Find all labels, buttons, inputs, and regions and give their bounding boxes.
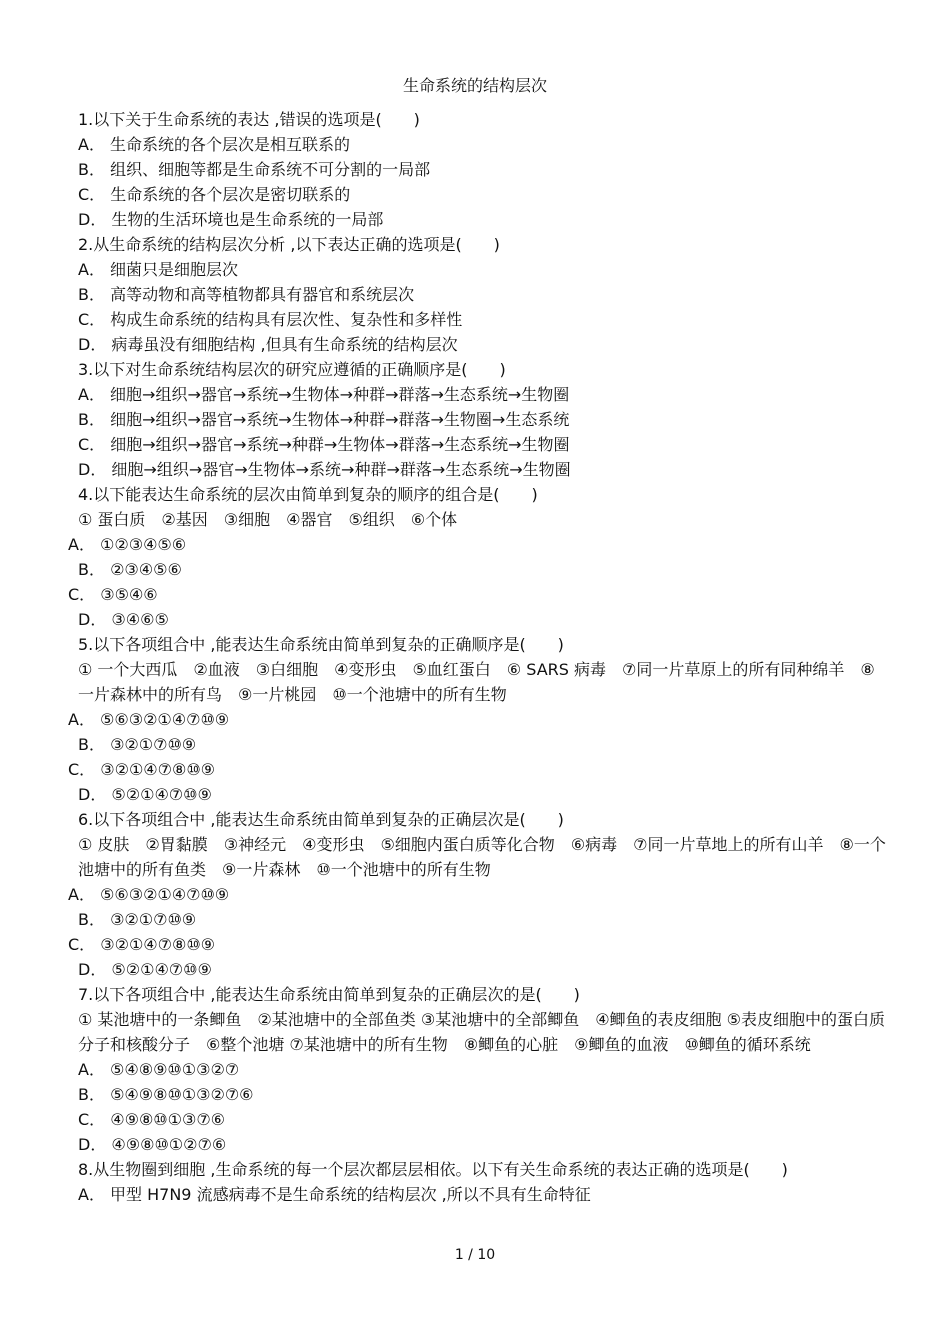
text-line: ① 蛋白质 ②基因 ③细胞 ④器官 ⑤组织 ⑥个体: [78, 510, 458, 529]
page-title: 生命系统的结构层次: [402, 76, 547, 95]
question-list: [68, 107, 888, 1207]
page-number: 1 / 10: [454, 1247, 496, 1263]
text-line: ① 某池塘中的一条鲫鱼 ②某池塘中的全部鱼类 ③某池塘中的全部鲫鱼 ④鲫鱼的表皮细胞 ⑤表皮细胞中的蛋白质分子和核酸分子 ⑥整个池塘 ⑦某池塘中的所有生物 ⑧鲫鱼的心脏 ⑨鲫鱼的血液 ⑩鲫鱼的循环系统: [78, 1010, 885, 1054]
text-line: A． 生命系统的各个层次是相互联系的: [78, 135, 351, 154]
text-line: A． ⑤⑥③②①④⑦⑩⑨: [68, 710, 230, 729]
text-line: 6.以下各项组合中 ,能表达生命系统由简单到复杂的正确层次是( ): [78, 810, 564, 829]
text-line: C． ③⑤④⑥: [68, 585, 158, 604]
text-line: C． 构成生命系统的结构具有层次性、复杂性和多样性: [78, 310, 463, 329]
text-line: 4.以下能表达生命系统的层次由简单到复杂的顺序的组合是( ): [78, 485, 538, 504]
text-line: 7.以下各项组合中 ,能表达生命系统由简单到复杂的正确层次的是( ): [78, 985, 580, 1004]
text-line: C． 细胞→组织→器官→系统→种群→生物体→群落→生态系统→生物圈: [78, 435, 570, 454]
text-line: B． 高等动物和高等植物都具有器官和系统层次: [78, 285, 415, 304]
text-line: D． ⑤②①④⑦⑩⑨: [78, 785, 212, 804]
text-line: A． ①②③④⑤⑥: [68, 535, 187, 554]
text-line: D． 病毒虽没有细胞结构 ,但具有生命系统的结构层次: [78, 335, 458, 354]
text-line: C． ③②①④⑦⑧⑩⑨: [68, 760, 216, 779]
text-line: A． 细菌只是细胞层次: [78, 260, 239, 279]
text-line: C． ③②①④⑦⑧⑩⑨: [68, 935, 216, 954]
text-line: A． ⑤⑥③②①④⑦⑩⑨: [68, 885, 230, 904]
text-line: D． 生物的生活环境也是生命系统的一局部: [78, 210, 384, 229]
text-line: B． 组织、细胞等都是生命系统不可分割的一局部: [78, 160, 431, 179]
text-line: D． ④⑨⑧⑩①②⑦⑥: [78, 1135, 227, 1154]
text-line: B． ③②①⑦⑩⑨: [78, 735, 197, 754]
text-line: B． ②③④⑤⑥: [78, 560, 182, 579]
text-line: A． 细胞→组织→器官→系统→生物体→种群→群落→生态系统→生物圈: [78, 385, 570, 404]
text-line: 2.从生命系统的结构层次分析 ,以下表达正确的选项是( ): [78, 235, 500, 254]
text-line: B． ⑤④⑨⑧⑩①③②⑦⑥: [78, 1085, 254, 1104]
text-line: D． ⑤②①④⑦⑩⑨: [78, 960, 212, 979]
text-line: D． ③④⑥⑤: [78, 610, 169, 629]
text-line: 1.以下关于生命系统的表达 ,错误的选项是( ): [78, 110, 420, 129]
text-line: 5.以下各项组合中 ,能表达生命系统由简单到复杂的正确顺序是( ): [78, 635, 564, 654]
text-line: A． 甲型 H7N9 流感病毒不是生命系统的结构层次 ,所以不具有生命特征: [78, 1185, 591, 1204]
text-line: B． 细胞→组织→器官→系统→生物体→种群→群落→生物圈→生态系统: [78, 410, 570, 429]
text-line: 3.以下对生命系统结构层次的研究应遵循的正确顺序是( ): [78, 360, 506, 379]
text-line: ① 一个大西瓜 ②血液 ③白细胞 ④变形虫 ⑤血红蛋白 ⑥ SARS 病毒 ⑦同一片草原上的所有同种绵羊 ⑧一片森林中的所有鸟 ⑨一片桃园 ⑩一个池塘中的所有生物: [78, 660, 875, 704]
text-line: C． 生命系统的各个层次是密切联系的: [78, 185, 351, 204]
text-line: A． ⑤④⑧⑨⑩①③②⑦: [78, 1060, 240, 1079]
text-line: 8.从生物圈到细胞 ,生命系统的每一个层次都层层相依。以下有关生命系统的表达正确的选项是( ): [78, 1160, 788, 1179]
text-line: B． ③②①⑦⑩⑨: [78, 910, 197, 929]
text-line: ① 皮肤 ②胃黏膜 ③神经元 ④变形虫 ⑤细胞内蛋白质等化合物 ⑥病毒 ⑦同一片草地上的所有山羊 ⑧一个池塘中的所有鱼类 ⑨一片森林 ⑩一个池塘中的所有生物: [78, 835, 886, 879]
text-line: C． ④⑨⑧⑩①③⑦⑥: [78, 1110, 226, 1129]
text-line: D． 细胞→组织→器官→生物体→系统→种群→群落→生态系统→生物圈: [78, 460, 571, 479]
